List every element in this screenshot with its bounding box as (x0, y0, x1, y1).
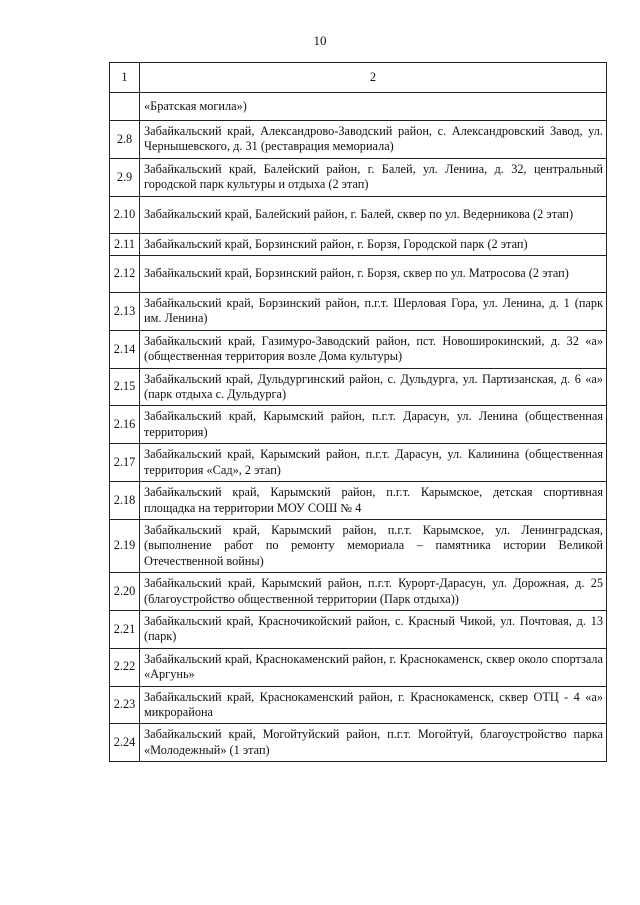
table-row (110, 233, 607, 255)
row-number: 2.14 (110, 330, 140, 368)
row-number: 2.22 (110, 648, 140, 686)
table-row (110, 293, 607, 331)
header-col-1: 1 (110, 63, 140, 93)
table-header-row (110, 63, 607, 93)
row-number: 2.21 (110, 610, 140, 648)
row-number (110, 93, 140, 121)
row-address: Забайкальский край, Газимуро-Заводский район, пст. Новоширокинский, д. 32 «а» (общественная территория возле Дома культуры) (140, 330, 607, 368)
objects-table (109, 62, 607, 762)
row-address: Забайкальский край, Краснокаменский район, г. Краснокаменск, сквер ОТЦ - 4 «а» микрорайона (140, 686, 607, 724)
row-number: 2.11 (110, 233, 140, 255)
table-row (110, 121, 607, 159)
header-col-2: 2 (140, 63, 607, 93)
table-row (110, 648, 607, 686)
row-address: Забайкальский край, Балейский район, г. Балей, сквер по ул. Ведерникова (2 этап) (140, 196, 607, 233)
table-row (110, 368, 607, 406)
row-number: 2.8 (110, 121, 140, 159)
table-row (110, 196, 607, 233)
row-number: 2.13 (110, 293, 140, 331)
table-row (110, 256, 607, 293)
row-number: 2.16 (110, 406, 140, 444)
row-number: 2.20 (110, 573, 140, 611)
row-number: 2.12 (110, 256, 140, 293)
row-address: Забайкальский край, Карымский район, п.г.т. Курорт-Дарасун, ул. Дорожная, д. 25 (благоустройство общественной территории (Парк отдыха)) (140, 573, 607, 611)
row-address: «Братская могила») (140, 93, 607, 121)
row-number: 2.15 (110, 368, 140, 406)
row-address: Забайкальский край, Карымский район, п.г.т. Карымское, детская спортивная площадка на территории МОУ СОШ № 4 (140, 482, 607, 520)
row-address: Забайкальский край, Александрово-Заводский район, с. Александровский Завод, ул. Чернышевского, д. 31 (реставрация мемориала) (140, 121, 607, 159)
row-number: 2.17 (110, 444, 140, 482)
row-number: 2.18 (110, 482, 140, 520)
table-row (110, 482, 607, 520)
row-address: Забайкальский край, Борзинский район, г. Борзя, сквер по ул. Матросова (2 этап) (140, 256, 607, 293)
table-row (110, 724, 607, 762)
table-row (110, 406, 607, 444)
row-number: 2.19 (110, 519, 140, 572)
row-address: Забайкальский край, Могойтуйский район, п.г.т. Могойтуй, благоустройство парка «Молодежный» (1 этап) (140, 724, 607, 762)
row-number: 2.24 (110, 724, 140, 762)
table-row (110, 519, 607, 572)
row-address: Забайкальский край, Краснокаменский район, г. Краснокаменск, сквер около спортзала «Аргунь» (140, 648, 607, 686)
page-number: 10 (313, 33, 327, 48)
table-row (110, 158, 607, 196)
table-row (110, 444, 607, 482)
row-number: 2.10 (110, 196, 140, 233)
row-address: Забайкальский край, Дульдургинский район, с. Дульдурга, ул. Партизанская, д. 6 «а» (парк отдыха с. Дульдурга) (140, 368, 607, 406)
row-number: 2.9 (110, 158, 140, 196)
row-address: Забайкальский край, Красночикойский район, с. Красный Чикой, ул. Почтовая, д. 13 (парк) (140, 610, 607, 648)
row-address: Забайкальский край, Карымский район, п.г.т. Дарасун, ул. Ленина (общественная территория) (140, 406, 607, 444)
row-address: Забайкальский край, Борзинский район, п.г.т. Шерловая Гора, ул. Ленина, д. 1 (парк им. Ленина) (140, 293, 607, 331)
row-address: Забайкальский край, Карымский район, п.г.т. Дарасун, ул. Калинина (общественная территория «Сад», 2 этап) (140, 444, 607, 482)
table-row (110, 330, 607, 368)
table-row (110, 686, 607, 724)
table-row (110, 93, 607, 121)
row-address: Забайкальский край, Балейский район, г. Балей, ул. Ленина, д. 32, центральный городской парк культуры и отдыха (2 этап) (140, 158, 607, 196)
table-row (110, 610, 607, 648)
row-number: 2.23 (110, 686, 140, 724)
table-body (110, 63, 607, 762)
table-row (110, 573, 607, 611)
row-address: Забайкальский край, Карымский район, п.г.т. Карымское, ул. Ленинградская, (выполнение работ по ремонту мемориала – памятника истории Великой Отечественной войны) (140, 519, 607, 572)
row-address: Забайкальский край, Борзинский район, г. Борзя, Городской парк (2 этап) (140, 233, 607, 255)
